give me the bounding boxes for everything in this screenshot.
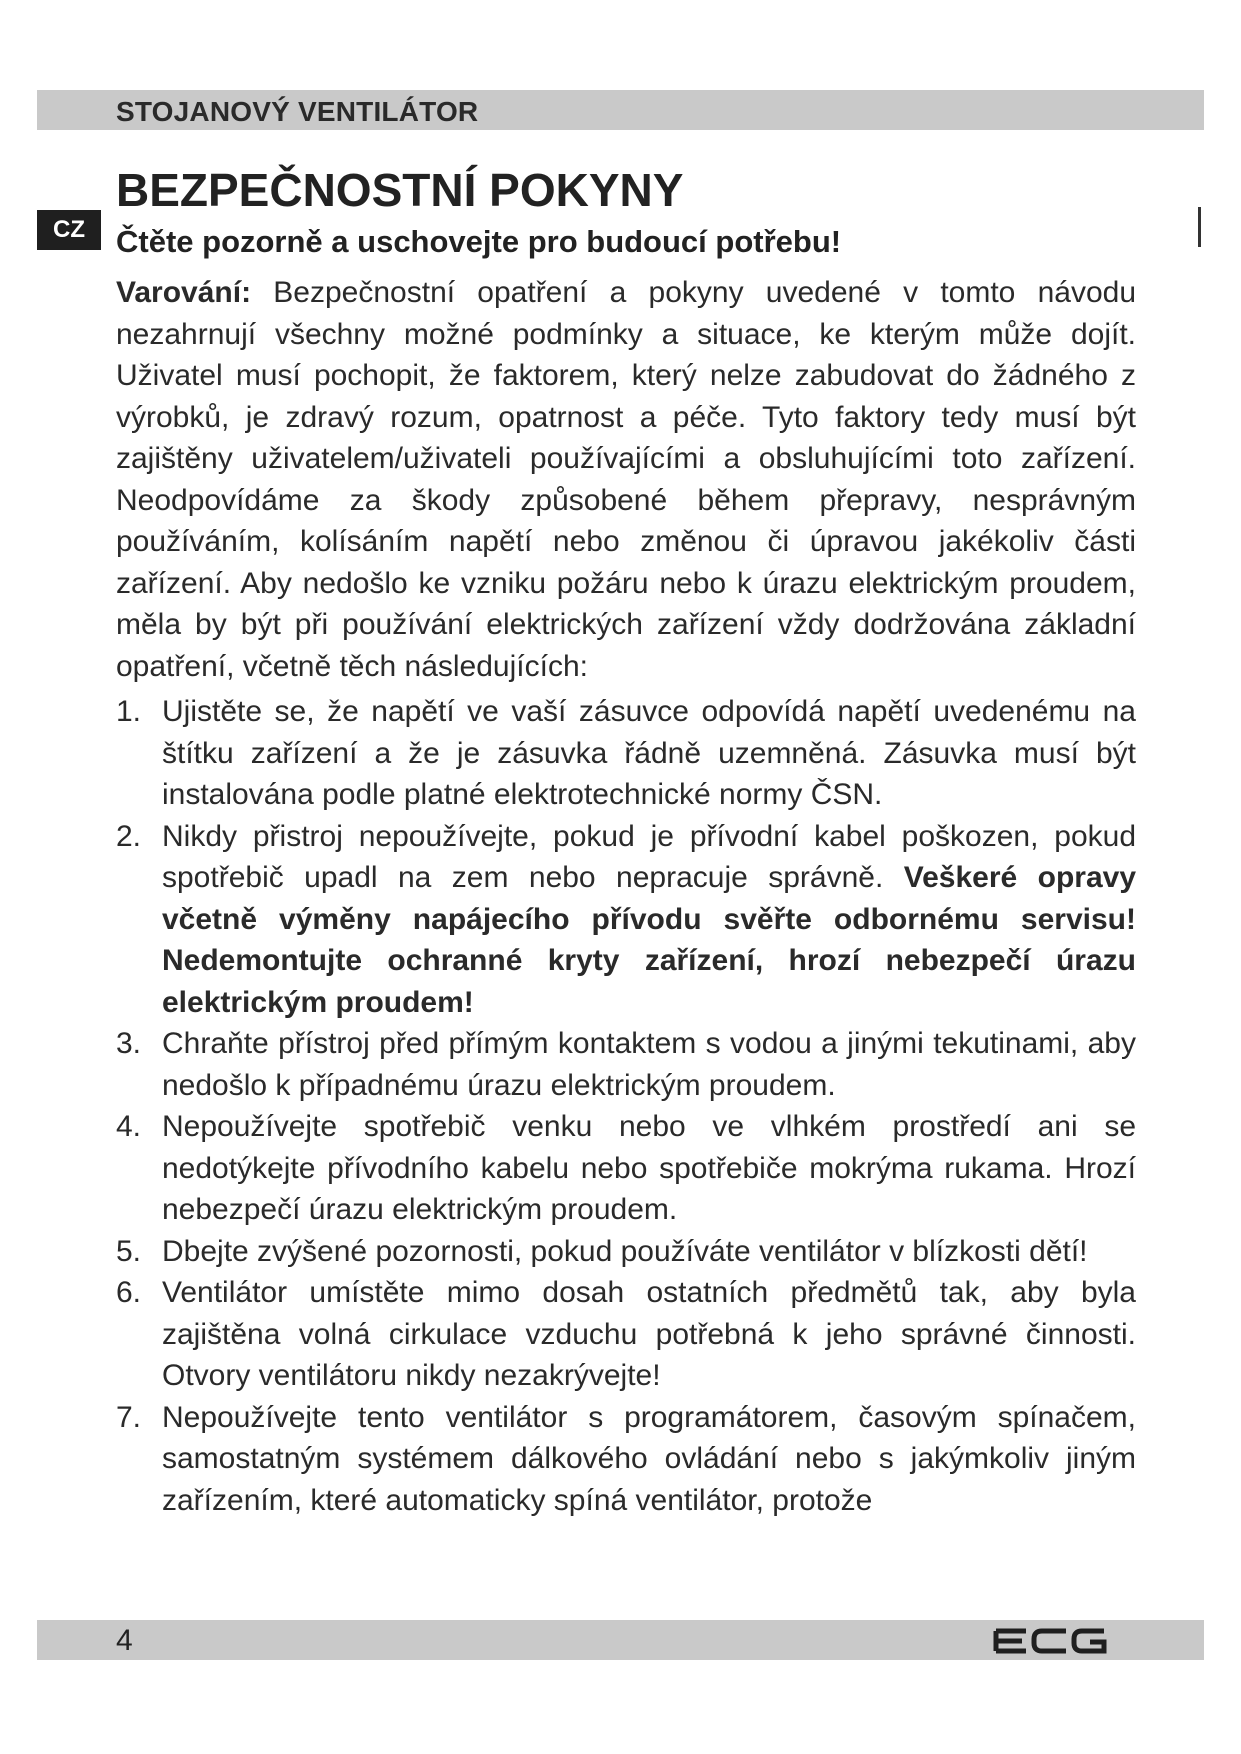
page-number: 4 — [116, 1624, 133, 1657]
list-item — [116, 1272, 1136, 1397]
list-item — [116, 1106, 1136, 1231]
list-item-number: 1. — [116, 695, 142, 728]
list-item — [116, 1231, 1136, 1273]
section-title: BEZPEČNOSTNÍ POKYNY — [116, 164, 684, 216]
list-item-number: 3. — [116, 1027, 142, 1060]
list-item — [116, 1397, 1136, 1522]
list-item — [116, 1023, 1136, 1106]
list-item-number: 7. — [116, 1400, 142, 1434]
list-item — [116, 691, 1136, 816]
page-content — [116, 162, 1136, 1521]
warning-paragraph — [116, 272, 1136, 687]
document-title: STOJANOVÝ VENTILÁTOR — [116, 96, 479, 127]
warning-text: Bezpečnostní opatření a pokyny uvedené v tomto návodu nezahrnují všechny možné podmínky a situace, ke kterým může dojít. Uživatel musí pochopit, že faktorem, který nelze zabudovat do žádného z výrobků, je zdravý rozum, opatrnost a péče. Tyto faktory tedy musí být zajištěny uživatelem/uživateli používajícími a obsluhujícími toto zařízení. Neodpovídáme za škody způsobené během přepravy, nesprávným používáním, kolísáním napětí nebo změnou či úpravou jakékoliv části zařízení. Aby nedošlo ke vzniku požáru nebo k úrazu elektrickým proudem, měla by být při používání elektrických zařízení vždy dodržována základní opatření, včetně těch následujících: — [116, 276, 1137, 683]
list-item-number: 5. — [116, 1234, 142, 1268]
warning-label: Varování: — [116, 276, 252, 309]
header-bar — [37, 90, 1204, 130]
list-item-number: 6. — [116, 1276, 142, 1309]
safety-instructions-list — [116, 691, 1136, 1521]
list-item-bold-text: Veškeré opravy včetně výměny napájecího přívodu svěřte odbornému servisu! Nedemontujte ochranné kryty zařízení, hrozí nebezpečí úrazu elektrickým proudem! — [162, 861, 1137, 1019]
list-item-text: Ujistěte se, že napětí ve vaší zásuvce odpovídá napětí uvedenému na štítku zařízení a že je zásuvka řádně uzemněná. Zásuvka musí být instalována podle platné elektrotechnické normy ČSN. — [162, 695, 1136, 811]
section-subtitle: Čtěte pozorně a uschovejte pro budoucí potřebu! — [116, 224, 842, 259]
list-item-text: Nepoužívejte spotřebič venku nebo ve vlhkém prostředí ani se nedotýkejte přívodního kabelu nebo spotřebiče mokrýma rukama. Hrozí nebezpečí úrazu elektrickým proudem. — [162, 1110, 1136, 1226]
footer-bar — [37, 1620, 1204, 1660]
language-badge: CZ — [37, 210, 101, 250]
list-item-text: Nepoužívejte tento ventilátor s programátorem, časovým spínačem, samostatným systémem dálkového ovládání nebo s jakýmkoliv jiným zařízením, které automaticky spíná ventilátor, protože — [162, 1400, 1136, 1517]
list-item-text: Chraňte přístroj před přímým kontaktem s vodou a jinými tekutinami, aby nedošlo k případnému úrazu elektrickým proudem. — [162, 1027, 1136, 1102]
list-item-number: 4. — [116, 1110, 142, 1143]
list-item-number: 2. — [116, 819, 142, 853]
list-item — [116, 816, 1136, 1024]
list-item-text: Ventilátor umístěte mimo dosah ostatních předmětů tak, aby byla zajištěna volná cirkulace vzduchu potřebná k jeho správné činnosti. Otvory ventilátoru nikdy nezakrývejte! — [162, 1276, 1136, 1392]
list-item-text: Dbejte zvýšené pozornosti, pokud používáte ventilátor v blízkosti dětí! — [162, 1234, 1088, 1268]
list-item-text: Nikdy přistroj nepoužívejte, pokud je přívodní kabel poškozen, pokud spotřebič upadl na zem nebo nepracuje správně. — [162, 819, 1136, 894]
ecg-logo — [992, 1628, 1108, 1654]
edge-mark — [1198, 207, 1201, 247]
